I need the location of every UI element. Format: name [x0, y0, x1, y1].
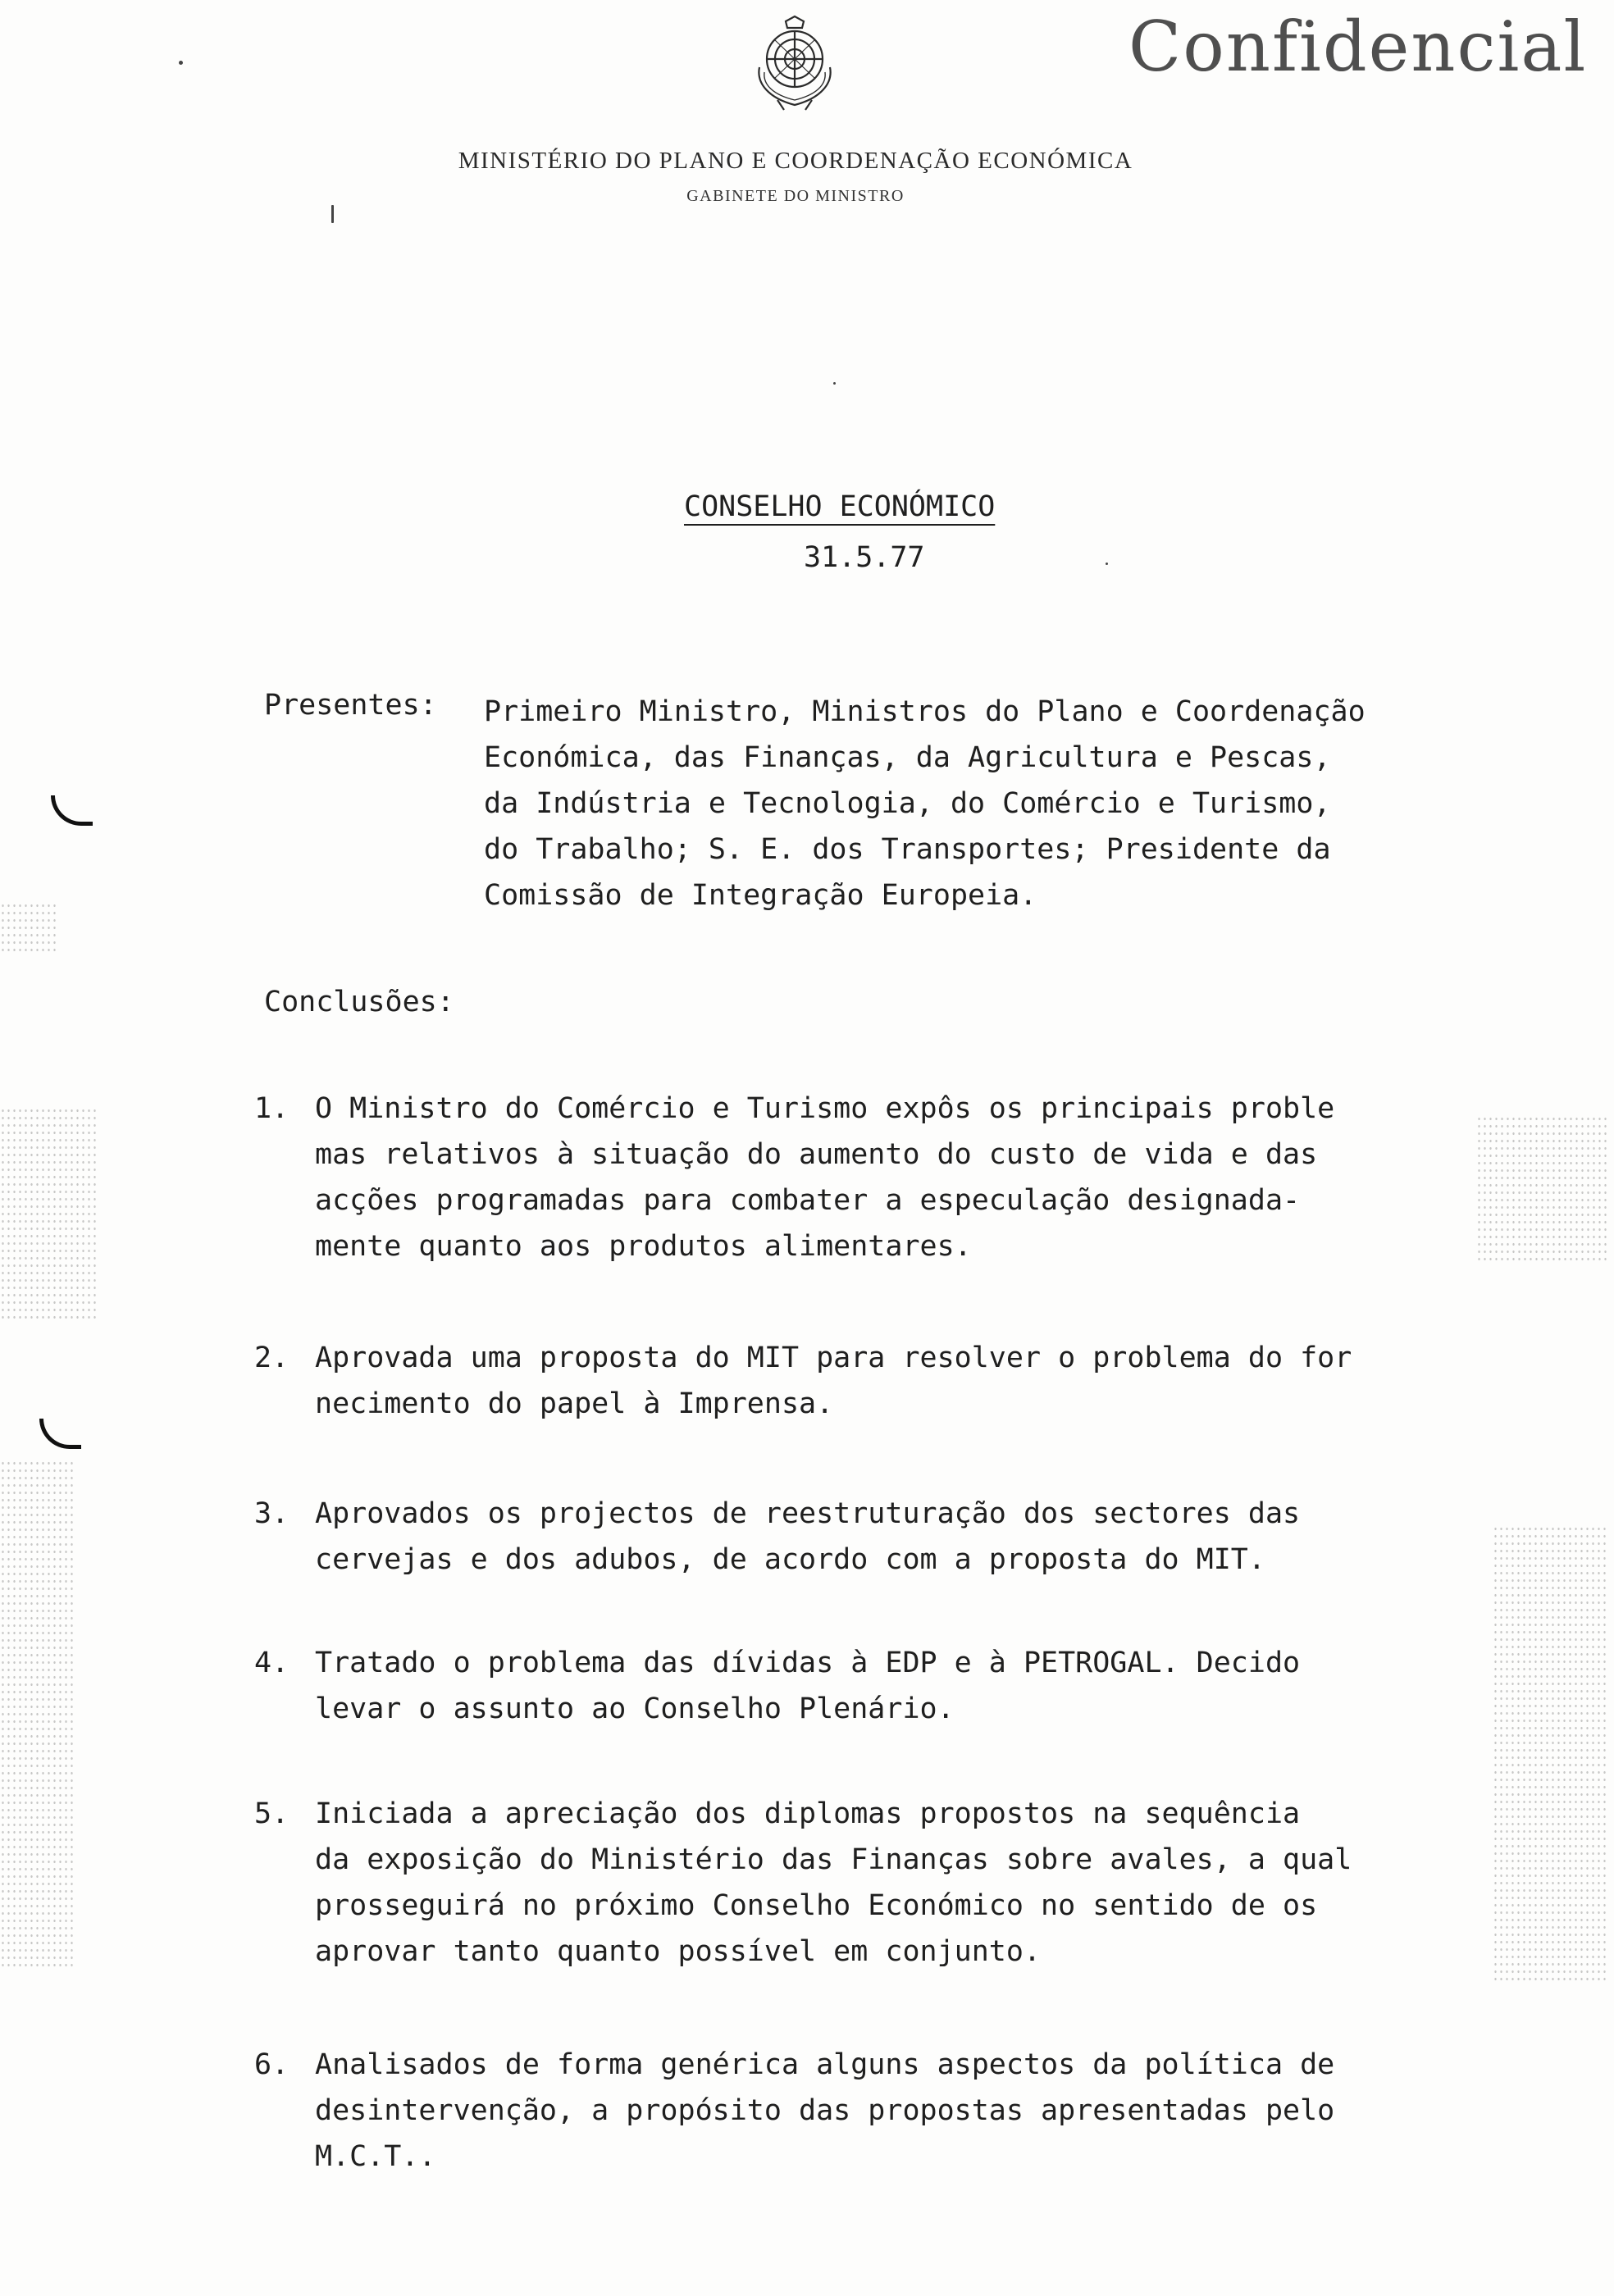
item-number: 6. — [254, 2048, 290, 2081]
item-number: 5. — [254, 1797, 290, 1830]
speck-mark — [833, 382, 836, 385]
item-line: M.C.T.. — [315, 2140, 436, 2173]
item-line: da exposição do Ministério das Finanças sobre avales, a qual — [315, 1843, 1352, 1876]
attendees-label: Presentes: — [264, 689, 437, 722]
item-line: levar o assunto ao Conselho Plenário. — [315, 1692, 955, 1725]
item-line: Analisados de forma genérica alguns aspectos da política de — [315, 2048, 1335, 2081]
item-number: 3. — [254, 1497, 290, 1530]
scan-noise — [0, 1107, 98, 1320]
item-line: aprovar tanto quanto possível em conjunto. — [315, 1935, 1042, 1968]
attendees-line: Primeiro Ministro, Ministros do Plano e Coordenação — [484, 695, 1366, 728]
item-line: Aprovada uma proposta do MIT para resolver o problema do for — [315, 1342, 1352, 1374]
attendees-line: da Indústria e Tecnologia, do Comércio e Turismo, — [484, 787, 1331, 820]
document-title: CONSELHO ECONÓMICO — [684, 490, 996, 523]
item-line: prosseguirá no próximo Conselho Económico no sentido de os — [315, 1889, 1318, 1922]
conclusions-heading: Conclusões: — [264, 986, 454, 1018]
item-line: cervejas e dos adubos, de acordo com a proposta do MIT. — [315, 1543, 1265, 1576]
item-line: necimento do papel à Imprensa. — [315, 1387, 834, 1420]
item-line: mente quanto aos produtos alimentares. — [315, 1230, 972, 1263]
ministry-heading: MINISTÉRIO DO PLANO E COORDENAÇÃO ECONÓMICA — [458, 148, 1133, 174]
attendees-line: do Trabalho; S. E. dos Transportes; Presidente da — [484, 833, 1331, 866]
item-line: O Ministro do Comércio e Turismo expôs os principais proble — [315, 1092, 1335, 1125]
scan-noise — [1493, 1525, 1607, 1984]
item-line: Iniciada a apreciação dos diplomas propostos na sequência — [315, 1797, 1301, 1830]
item-line: Tratado o problema das dívidas à EDP e à PETROGAL. Decido — [315, 1647, 1301, 1679]
confidential-stamp: Confidencial — [1128, 7, 1588, 87]
item-number: 4. — [254, 1647, 290, 1679]
speck-mark — [179, 61, 183, 65]
punch-hole-mark — [51, 795, 93, 826]
item-line: desintervenção, a propósito das propostas apresentadas pelo — [315, 2094, 1335, 2127]
attendees-line: Comissão de Integração Europeia. — [484, 879, 1037, 912]
item-number: 2. — [254, 1342, 290, 1374]
scan-noise — [0, 902, 57, 951]
coat-of-arms-seal — [745, 15, 845, 112]
scan-noise — [1476, 1115, 1607, 1263]
scan-noise — [0, 1460, 74, 1968]
cabinet-subheading: GABINETE DO MINISTRO — [686, 187, 905, 205]
punch-hole-mark — [39, 1419, 81, 1449]
attendees-list — [484, 689, 1366, 918]
item-line: Aprovados os projectos de reestruturação dos sectores das — [315, 1497, 1301, 1530]
document-date: 31.5.77 — [804, 541, 925, 574]
item-line: mas relativos à situação do aumento do custo de vida e das — [315, 1138, 1318, 1171]
attendees-line: Económica, das Finanças, da Agricultura e Pescas, — [484, 741, 1331, 774]
item-line: acções programadas para combater a especulação designada- — [315, 1184, 1301, 1217]
speck-mark — [1106, 563, 1108, 565]
item-number: 1. — [254, 1092, 290, 1125]
speck-mark — [331, 205, 334, 223]
